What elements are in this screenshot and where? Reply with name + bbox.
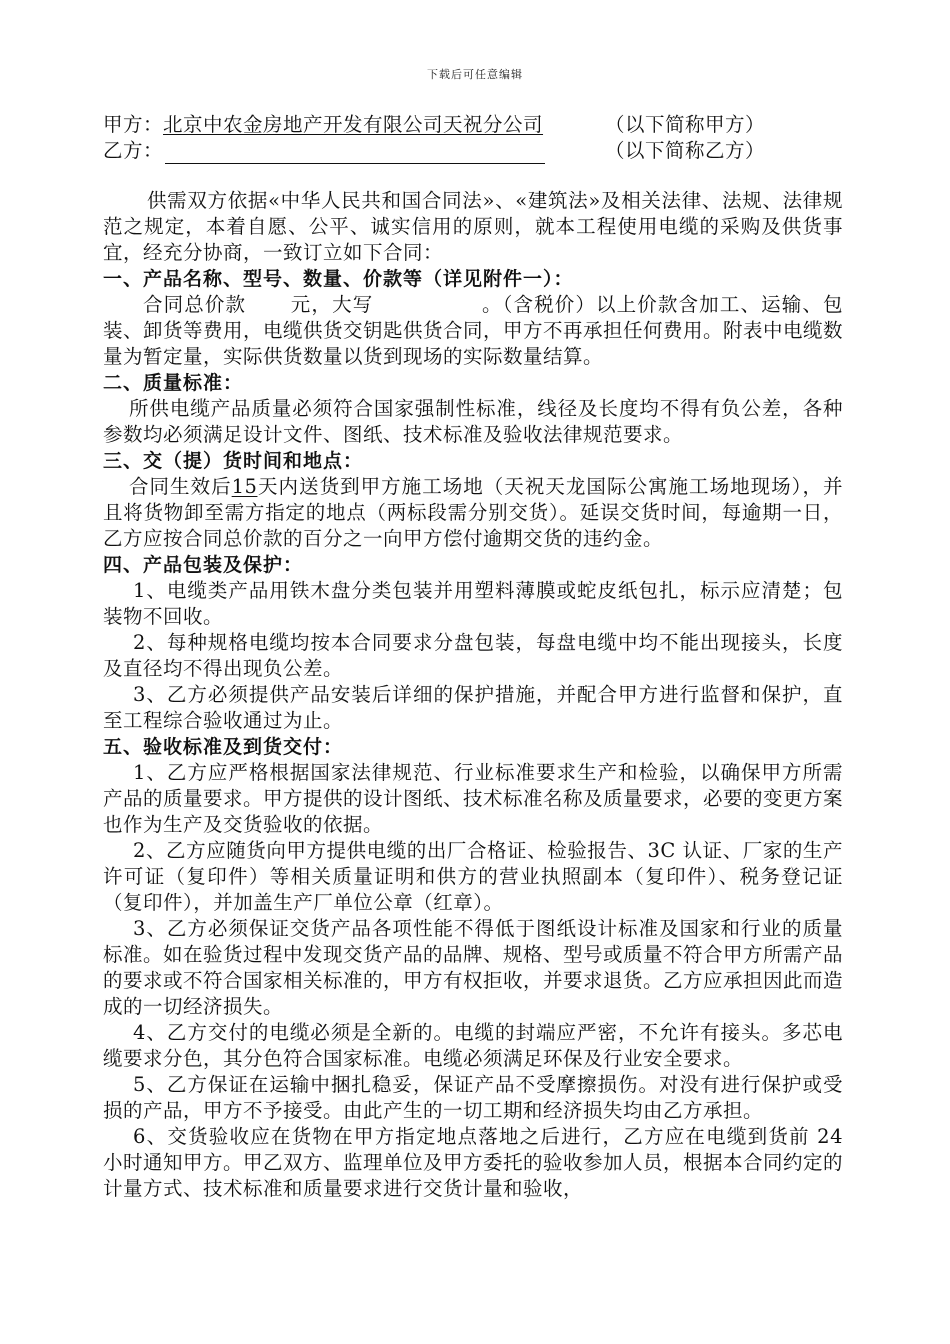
section-5-title: 五、验收标准及到货交付： bbox=[103, 736, 344, 758]
party-a-label: 甲方： bbox=[103, 113, 164, 136]
section-1-title: 一、产品名称、型号、数量、价款等（详见附件一）： bbox=[103, 268, 574, 290]
section-5-item-4: 4、乙方交付的电缆必须是全新的。电缆的封端应严密，不允许有接头。多芯电缆要求分色，其分色符合国家标准。电缆必须满足环保及行业安全要求。 bbox=[103, 1021, 843, 1070]
party-a-suffix: （以下简称甲方） bbox=[604, 113, 765, 136]
header-note: 下载后可任意编辑 bbox=[427, 68, 523, 81]
section-3-paragraph bbox=[103, 474, 843, 552]
section-5-item-6: 6、交货验收应在货物在甲方指定地点落地之后进行，乙方应在电缆到货前 24 小时通知甲方。甲乙双方、监理单位及甲方委托的验收参加人员，根据本合同约定的计量方式、技术标准和质量要求进行交货计量和验收， bbox=[103, 1125, 844, 1200]
contract-body bbox=[103, 112, 843, 1202]
section-4-item-1: 1、电缆类产品用铁木盘分类包装并用塑料薄膜或蛇皮纸包扎，标示应清楚；包装物不回收。 bbox=[103, 579, 843, 628]
section-5-item-2: 2、乙方应随货向甲方提供电缆的出厂合格证、检验报告、3C 认证、厂家的生产许可证（复印件）等相关质量证明和供方的营业执照副本（复印件）、税务登记证（复印件），并加盖生产厂单位公章（红章）。 bbox=[103, 839, 843, 914]
yuan-uppercase-label: 元，大写 bbox=[290, 293, 374, 316]
section-1-text: 。（含税价）以上价款含加工、运输、包装、卸货等费用，电缆供货交钥匙供货合同，甲方不再承担任何费用。附表中电缆数量为暂定量，实际供货数量以货到现场的实际数量结算。 bbox=[103, 293, 844, 368]
total-price-label: 合同总价款 bbox=[143, 293, 247, 316]
party-b-blank bbox=[165, 143, 545, 164]
party-b-label: 乙方： bbox=[103, 139, 164, 162]
section-5-item-3: 3、乙方必须保证交货产品各项性能不得低于图纸设计标准及国家和行业的质量标准。如在验货过程中发现交货产品的品牌、规格、型号或质量不符合甲方所需产品的要求或不符合国家相关标准的，甲方有权拒收，并要求退货。乙方应承担因此而造成的一切经济损失。 bbox=[103, 917, 844, 1018]
section-2-paragraph: 所供电缆产品质量必须符合国家强制性标准，线径及长度均不得有负公差，各种参数均必须满足设计文件、图纸、技术标准及验收法律规范要求。 bbox=[103, 397, 843, 446]
section-5-item-5: 5、乙方保证在运输中捆扎稳妥，保证产品不受摩擦损伤。对没有进行保护或受损的产品，甲方不予接受。由此产生的一切工期和经济损失均由乙方承担。 bbox=[103, 1073, 843, 1122]
delivery-days: 15 bbox=[231, 475, 258, 498]
intro-paragraph: 供需双方依据«中华人民共和国合同法»、«建筑法»及相关法律、法规、法律规范之规定，本着自愿、公平、诚实信用的原则，就本工程使用电缆的采购及供货事宜，经充分协商，一致订立如下合同： bbox=[103, 189, 843, 264]
delivery-text-rest: 天内送货到甲方施工场地（天祝天龙国际公寓施工场地现场），并且将货物卸至需方指定的地点（两标段需分别交货）。延误交货时间，每逾期一日，乙方应按合同总价款的百分之一向甲方偿付逾期交货的违约金。 bbox=[103, 475, 843, 550]
party-a-name: 北京中农金房地产开发有限公司天祝分公司 bbox=[163, 113, 544, 136]
section-1-paragraph bbox=[103, 292, 843, 370]
section-4-item-2: 2、每种规格电缆均按本合同要求分盘包装，每盘电缆中均不能出现接头，长度及直径均不得出现负公差。 bbox=[103, 631, 843, 680]
party-b-suffix: （以下简称乙方） bbox=[604, 139, 765, 162]
section-3-title: 三、交（提）货时间和地点： bbox=[103, 450, 364, 472]
section-4-item-3: 3、乙方必须提供产品安装后详细的保护措施，并配合甲方进行监督和保护，直至工程综合验收通过为止。 bbox=[103, 683, 843, 732]
party-a-line bbox=[103, 112, 843, 138]
section-2-title: 二、质量标准： bbox=[103, 372, 244, 394]
party-b-line bbox=[103, 138, 843, 164]
section-4-title: 四、产品包装及保护： bbox=[103, 554, 304, 576]
delivery-text-start: 合同生效后 bbox=[129, 475, 232, 498]
section-5-item-1: 1、乙方应严格根据国家法律规范、行业标准要求生产和检验，以确保甲方所需产品的质量要求。甲方提供的设计图纸、技术标准名称及质量要求，必要的变更方案也作为生产及交货验收的依据。 bbox=[103, 761, 844, 836]
